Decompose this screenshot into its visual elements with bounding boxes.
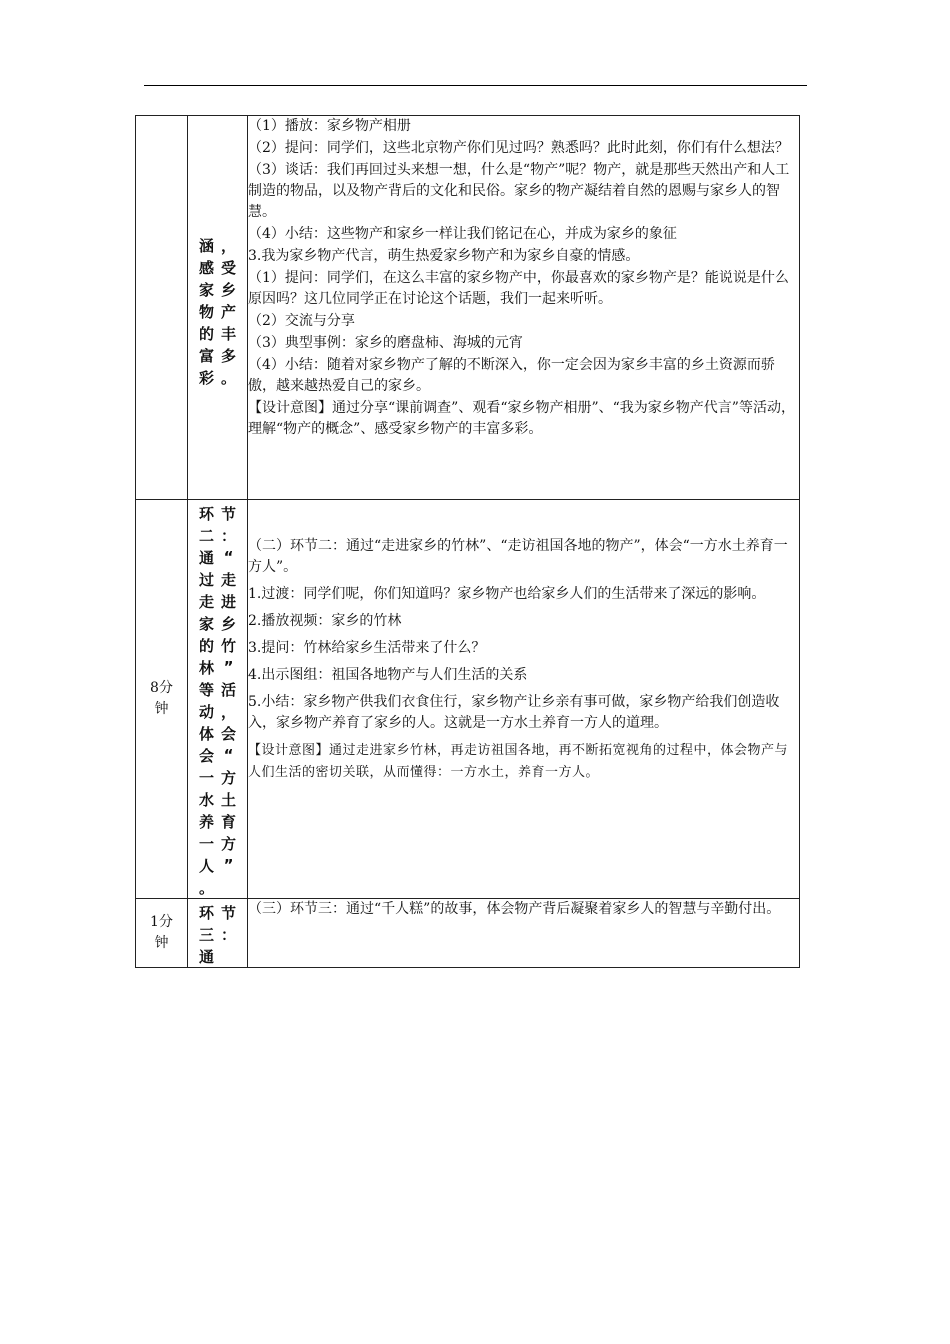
paragraph: （三）环节三：通过“千人糕”的故事，体会物产背后凝聚着家乡人的智慧与辛勤付出。	[248, 901, 781, 917]
section-title: 环 节 三 ： 通	[198, 903, 236, 966]
paragraph: 4.出示图组：祖国各地物产与人们生活的关系	[248, 667, 528, 683]
section-title: 环 节 二 ： 通 “ 过 走 走 进 家 乡 的 竹 林 ” 等 活 动 ， 体 会 会 “ 一 方 水 土 养 育 一 方 人 ” 。	[198, 504, 236, 897]
section-title: 涵 ， 感 受 家 乡 物 产 的 丰 富 多 彩 。	[198, 236, 236, 387]
paragraph: （3）谈话：我们再回过头来想一想，什么是“物产”呢？物产，就是那些天然出产和人工制造的物品，以及物产背后的文化和民俗。家乡的物产凝结着自然的恩赐与家乡人的智慧。	[248, 162, 790, 220]
title-cell	[188, 899, 248, 968]
paragraph: （二）环节二：通过“走进家乡的竹林”、“走访祖国各地的物产”，体会“一方水土养育一方人”。	[248, 538, 788, 575]
design-intent: 【设计意图】通过分享“课前调查”、观看“家乡物产相册”、“我为家乡物产代言”等活动，理解“物产的概念”、感受家乡物产的丰富多彩。	[248, 400, 795, 437]
table-row	[136, 899, 800, 968]
paragraph: 1.过渡：同学们呢，你们知道吗？家乡物产也给家乡人们的生活带来了深远的影响。	[248, 586, 766, 602]
time-cell: 1分 钟	[136, 899, 188, 968]
paragraph: （1）播放：家乡物产相册	[248, 118, 411, 134]
paragraph: 3.我为家乡物产代言，萌生热爱家乡物产和为家乡自豪的情感。	[248, 248, 640, 264]
paragraph: （2）交流与分享	[248, 313, 355, 329]
lesson-plan-table	[135, 115, 800, 968]
content-cell	[248, 116, 800, 500]
paragraph: 2.播放视频：家乡的竹林	[248, 613, 402, 629]
paragraph: （1）提问：同学们，在这么丰富的家乡物产中，你最喜欢的家乡物产是？能说说是什么原因吗？这几位同学正在讨论这个话题，我们一起来听听。	[248, 270, 789, 307]
title-cell	[188, 116, 248, 500]
table-row	[136, 116, 800, 500]
table-row	[136, 500, 800, 899]
paragraph: 5.小结：家乡物产供我们衣食住行，家乡物产让乡亲有事可做，家乡物产给我们创造收入，家乡物产养育了家乡的人。这就是一方水土养育一方人的道理。	[248, 694, 780, 731]
content-cell	[248, 899, 800, 968]
header-rule	[144, 85, 807, 86]
time-cell: 8分 钟	[136, 500, 188, 899]
content-cell	[248, 500, 800, 899]
paragraph: （4）小结：随着对家乡物产了解的不断深入，你一定会因为家乡丰富的乡土资源而骄傲，越来越热爱自己的家乡。	[248, 357, 775, 394]
paragraph: 3.提问：竹林给家乡生活带来了什么？	[248, 640, 486, 656]
design-intent: 【设计意图】通过走进家乡竹林，再走访祖国各地，再不断拓宽视角的过程中，体会物产与人们生活的密切关联，从而懂得：一方水土，养育一方人。	[248, 743, 789, 780]
time-cell	[136, 116, 188, 500]
paragraph: （3）典型事例：家乡的磨盘柿、海城的元宵	[248, 335, 523, 351]
paragraph: （2）提问：同学们，这些北京物产你们见过吗？熟悉吗？此时此刻，你们有什么想法？	[248, 140, 789, 156]
title-cell	[188, 500, 248, 899]
paragraph: （4）小结：这些物产和家乡一样让我们铭记在心，并成为家乡的象征	[248, 226, 677, 242]
